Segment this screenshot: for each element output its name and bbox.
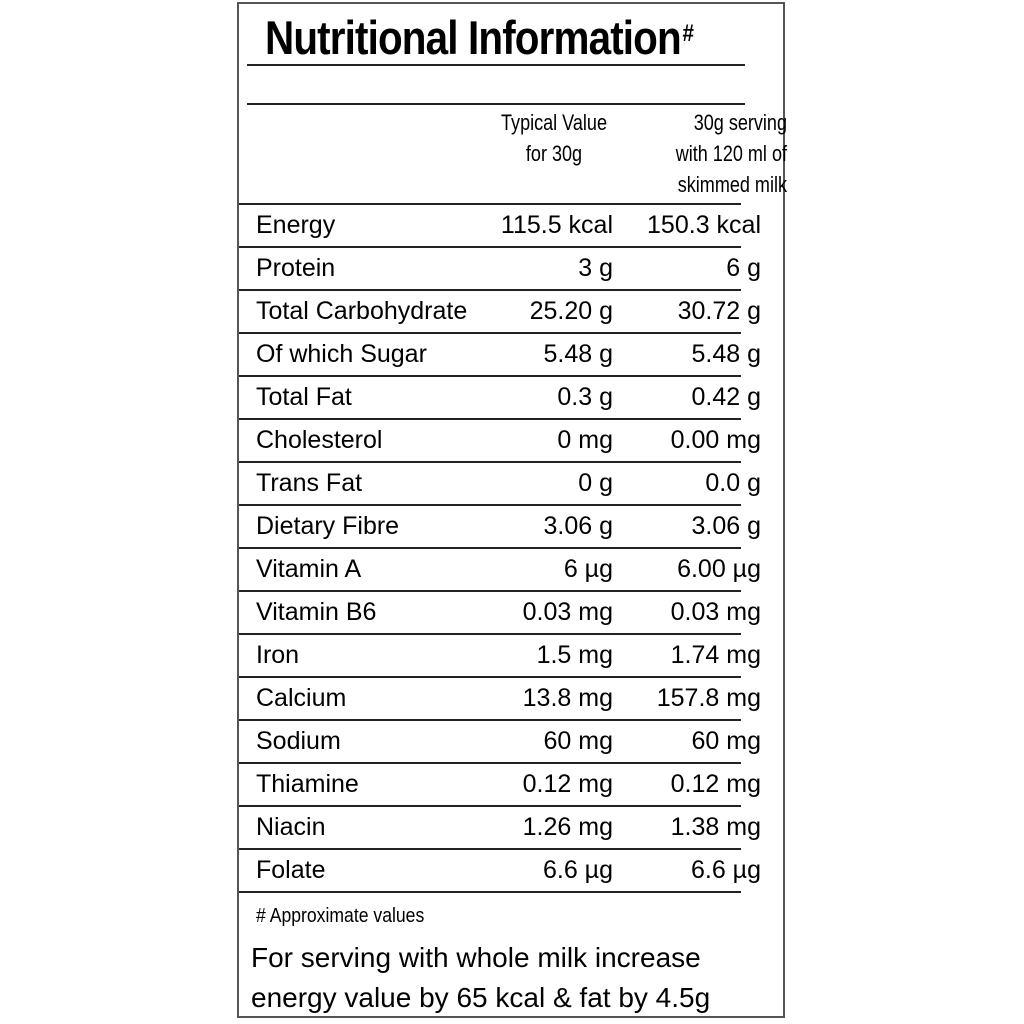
value-per-30g: 5.48 g	[543, 340, 613, 368]
nutrient-row	[239, 332, 761, 375]
value-per-30g: 6 µg	[563, 555, 613, 583]
nutrient-name: Dietary Fibre	[256, 512, 400, 540]
nutrient-name: Cholesterol	[256, 426, 383, 454]
nutrient-row	[239, 676, 761, 719]
label-title	[265, 10, 693, 66]
value-with-milk: 0.00 mg	[670, 426, 761, 454]
nutrient-row	[239, 762, 761, 805]
nutrient-row	[239, 719, 761, 762]
nutrient-name: Vitamin A	[256, 555, 362, 583]
value-per-30g: 1.26 mg	[522, 813, 613, 841]
value-with-milk: 3.06 g	[691, 512, 761, 540]
whole-milk-footer	[251, 938, 710, 1018]
value-per-30g: 6.6 µg	[542, 856, 613, 884]
approximate-values-note: # Approximate values	[256, 905, 425, 927]
footer-line-2: energy value by 65 kcal & fat by 4.5g	[251, 982, 711, 1013]
value-per-30g: 25.20 g	[529, 297, 613, 325]
value-with-milk: 0.0 g	[705, 469, 761, 497]
value-with-milk: 30.72 g	[677, 297, 761, 325]
nutrient-row	[239, 547, 761, 590]
nutrient-row	[239, 848, 761, 893]
nutrition-label-panel	[237, 2, 785, 1018]
footer-line-1: For serving with whole milk increase	[251, 942, 701, 973]
nutrient-row	[239, 805, 761, 848]
value-with-milk: 6 g	[726, 254, 761, 282]
nutrient-name: Niacin	[256, 813, 326, 841]
nutrient-name: Energy	[256, 211, 336, 239]
value-per-30g: 60 mg	[543, 727, 613, 755]
value-per-30g: 13.8 mg	[522, 684, 613, 712]
value-per-30g: 0.12 mg	[522, 770, 613, 798]
value-with-milk: 6.00 µg	[677, 555, 761, 583]
column-header-serving-with-milk: 30g serving with 120 ml of skimmed milk	[675, 110, 787, 197]
nutrient-name: Thiamine	[256, 770, 359, 798]
nutrient-row	[239, 289, 761, 332]
nutrient-table	[239, 203, 761, 893]
nutrient-name: Protein	[256, 254, 336, 282]
label-title-text: Nutritional Information	[265, 11, 681, 64]
nutrient-name: Of which Sugar	[256, 340, 427, 368]
value-with-milk: 1.74 mg	[670, 641, 761, 669]
nutrient-name: Iron	[256, 641, 300, 669]
value-per-30g: 0 mg	[557, 426, 613, 454]
value-per-30g: 0.3 g	[557, 383, 613, 411]
value-per-30g: 3.06 g	[543, 512, 613, 540]
value-per-30g: 0 g	[578, 469, 613, 497]
nutrient-row	[239, 504, 761, 547]
value-with-milk: 157.8 mg	[656, 684, 761, 712]
nutrient-name: Total Carbohydrate	[256, 297, 468, 325]
title-footnote-mark: #	[682, 20, 694, 47]
value-with-milk: 150.3 kcal	[647, 211, 761, 239]
nutrient-row	[239, 203, 761, 246]
value-with-milk: 5.48 g	[691, 340, 761, 368]
nutrient-name: Trans Fat	[256, 469, 363, 497]
value-with-milk: 0.12 mg	[670, 770, 761, 798]
value-per-30g: 0.03 mg	[522, 598, 613, 626]
nutrient-name: Vitamin B6	[256, 598, 377, 626]
nutrient-row	[239, 418, 761, 461]
nutrient-row	[239, 246, 761, 289]
nutrient-row	[239, 461, 761, 504]
value-with-milk: 0.03 mg	[670, 598, 761, 626]
nutrient-row	[239, 590, 761, 633]
nutrient-name: Folate	[256, 856, 326, 884]
nutrient-row	[239, 633, 761, 676]
value-with-milk: 0.42 g	[691, 383, 761, 411]
nutrient-name: Calcium	[256, 684, 347, 712]
value-per-30g: 3 g	[578, 254, 613, 282]
nutrient-name: Sodium	[256, 727, 341, 755]
value-per-30g: 1.5 mg	[536, 641, 613, 669]
value-with-milk: 6.6 µg	[690, 856, 761, 884]
nutrient-row	[239, 375, 761, 418]
value-with-milk: 1.38 mg	[670, 813, 761, 841]
value-with-milk: 60 mg	[691, 727, 761, 755]
header-top-rule	[247, 103, 745, 105]
value-per-30g: 115.5 kcal	[500, 211, 613, 239]
title-underline	[247, 64, 745, 66]
column-header-typical-value: Typical Value for 30g	[501, 110, 607, 166]
nutrient-name: Total Fat	[256, 383, 352, 411]
